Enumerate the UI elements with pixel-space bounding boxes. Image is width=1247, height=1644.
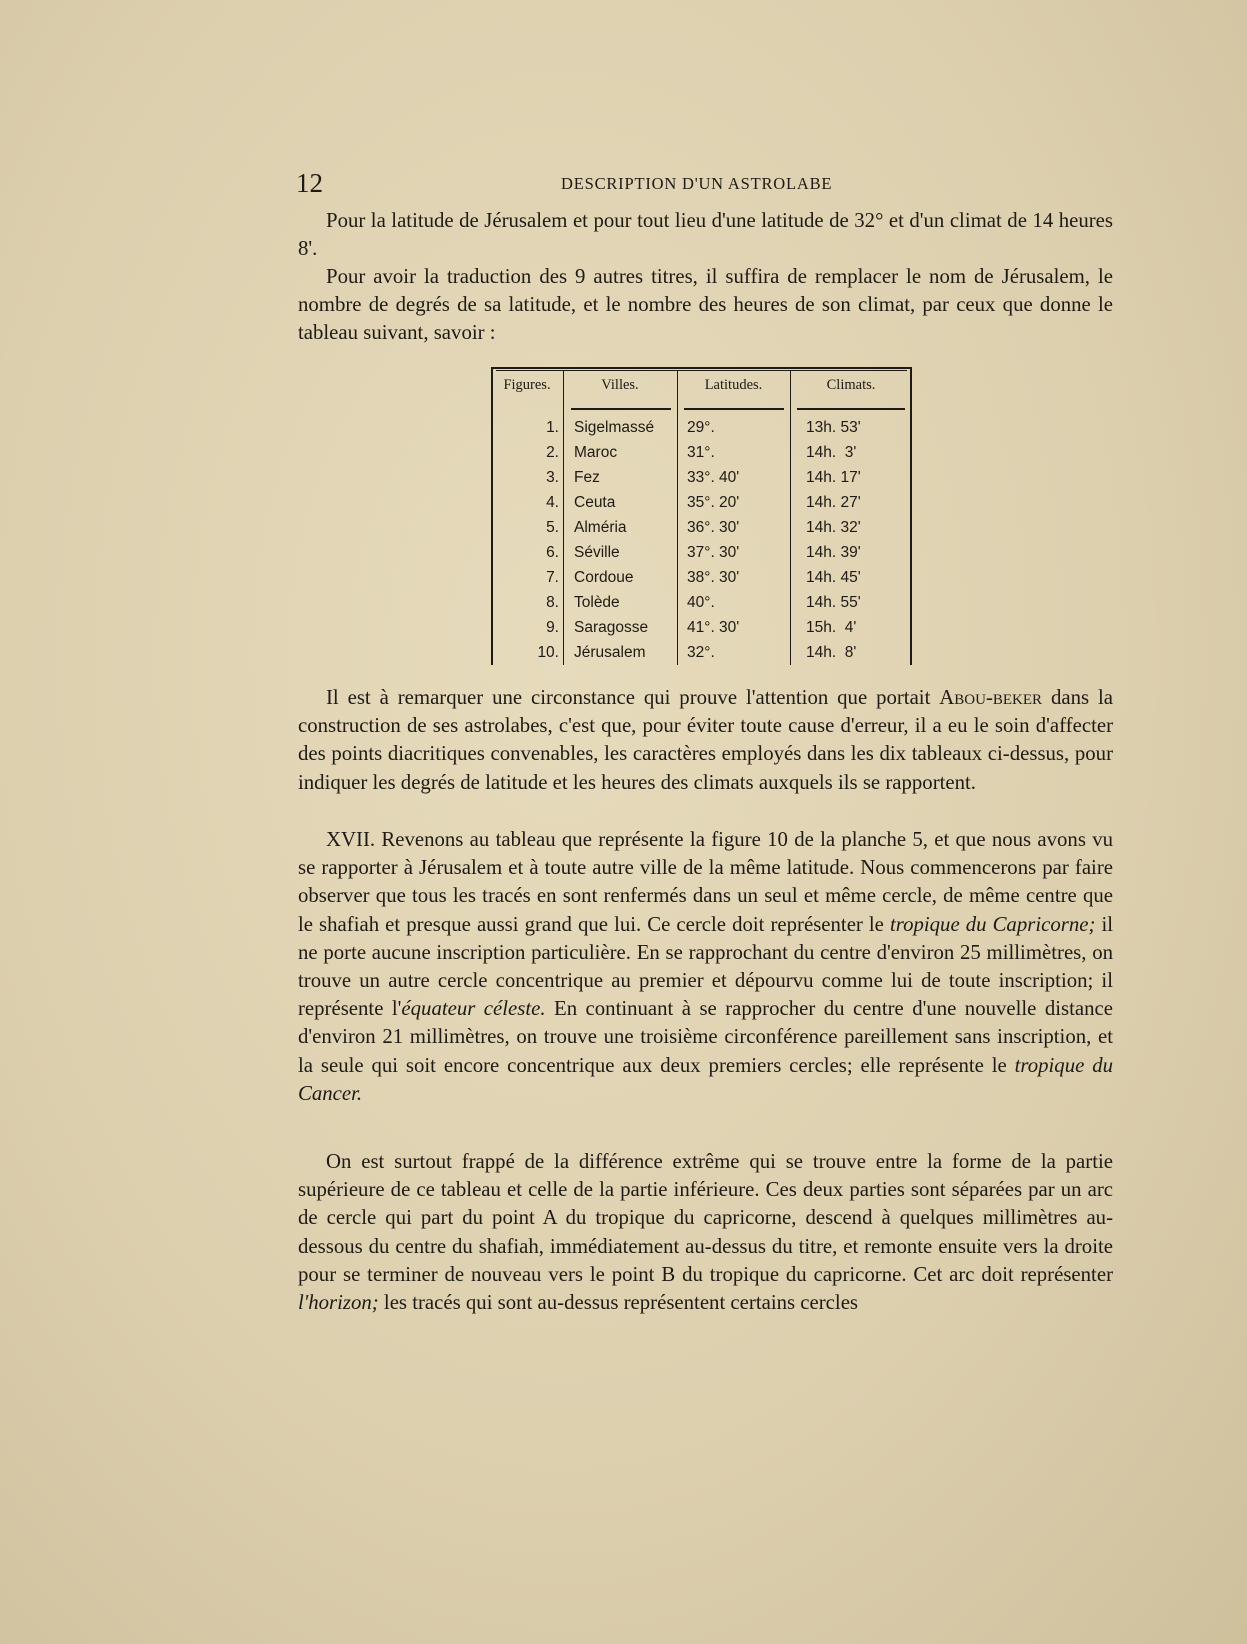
- table-top-rule: [496, 370, 907, 371]
- intro-paragraph-2: [298, 263, 1113, 348]
- cell-latitude: 29°.: [687, 419, 715, 436]
- running-title: DESCRIPTION D'UN ASTROLABE: [561, 174, 833, 193]
- cell-climat: 14h. 17': [806, 469, 861, 486]
- header-underline-climats: [797, 408, 905, 410]
- cell-figure: 7.: [546, 569, 559, 586]
- header-latitudes: Latitudes.: [704, 377, 763, 393]
- cell-figure: 8.: [546, 594, 559, 611]
- table-row: [491, 569, 912, 594]
- term-tropique-capricorne: tropique du Capricorne;: [889, 912, 1096, 936]
- cell-latitude: 36°. 30': [687, 519, 740, 536]
- table-row: [491, 494, 912, 519]
- cell-figure: 4.: [546, 494, 559, 511]
- cell-climat: 14h. 27': [806, 494, 861, 511]
- body-paragraph-remark: [298, 684, 1113, 797]
- table-row: [491, 594, 912, 619]
- header-underline-villes: [571, 408, 671, 410]
- cell-latitude: 38°. 30': [687, 569, 740, 586]
- cell-latitude: 37°. 30': [687, 544, 740, 561]
- table-header-row: [491, 377, 912, 403]
- cell-climat: 15h. 4': [806, 619, 857, 636]
- cell-ville: Cordoue: [574, 569, 634, 586]
- term-horizon: l'horizon;: [298, 1291, 379, 1315]
- cell-latitude: 40°.: [687, 594, 715, 611]
- cell-ville: Alméria: [574, 519, 627, 536]
- cell-ville: Fez: [574, 469, 600, 486]
- intro-paragraph-1: [298, 207, 1113, 263]
- cell-latitude: 31°.: [687, 444, 715, 461]
- xvii-text-b: il ne porte aucune inscription particulière. En se rapprochant du centre d'environ 25 millimètres, on trouve un autre cercle concentrique au premier et dépourvu comme lui de toute inscription; il représente l': [298, 912, 1113, 1021]
- cell-figure: 6.: [546, 544, 559, 561]
- difference-text-a: On est surtout frappé de la différence extrême qui se trouve entre la forme de la partie supérieure de ce tableau et celle de la partie inférieure. Ces deux parties sont séparées par un arc de cercle qui part du point A du tropique du capricorne, descend à quelques millimètres au-dessous du centre du shafiah, immédiatement au-dessus du titre, et remonte ensuite vers la droite pour se terminer de nouveau vers le point B du tropique du capricorne. Cet arc doit représenter: [298, 1150, 1113, 1286]
- remark-text-start: Il est à remarquer une circonstance qui prouve l'attention que portait: [326, 686, 940, 709]
- cell-figure: 9.: [546, 619, 559, 636]
- xvii-text-c: En continuant à se rapprocher du centre d'une nouvelle distance d'environ 21 millimètres, on trouve une troisième circonférence pareillement sans inscription, et la seule qui soit encore concentrique aux deux premiers cercles; elle représente le: [298, 997, 1113, 1077]
- cell-climat: 14h. 3': [806, 444, 857, 461]
- cell-climat: 13h. 53': [806, 419, 861, 436]
- cell-climat: 14h. 32': [806, 519, 861, 536]
- cell-climat: 14h. 39': [806, 544, 861, 561]
- header-underline-latitudes: [684, 408, 784, 410]
- table-row: [491, 619, 912, 644]
- intro-text-2: Pour avoir la traduction des 9 autres titres, il suffira de remplacer le nom de Jérusalem, le nombre de degrés de sa latitude, et le nombre des heures de son climat, par ceux que donne le tableau suivant, savoir :: [298, 265, 1113, 345]
- cell-ville: Tolède: [574, 594, 620, 611]
- cell-figure: 5.: [546, 519, 559, 536]
- header-villes: Villes.: [601, 377, 639, 393]
- intro-text-1: Pour la latitude de Jérusalem et pour tout lieu d'une latitude de 32° et d'un climat de 14 heures 8'.: [298, 209, 1113, 261]
- page-header: [296, 168, 1176, 198]
- cell-figure: 2.: [546, 444, 559, 461]
- table-row: [491, 519, 912, 544]
- cell-ville: Jérusalem: [574, 644, 646, 661]
- cell-ville: Saragosse: [574, 619, 649, 636]
- cell-latitude: 33°. 40': [687, 469, 740, 486]
- cell-ville: Sigelmassé: [574, 419, 655, 436]
- table-row: [491, 419, 912, 444]
- header-figures: Figures.: [503, 377, 551, 393]
- header-climats: Climats.: [826, 377, 876, 393]
- cell-ville: Maroc: [574, 444, 618, 461]
- cell-figure: 10.: [537, 644, 559, 661]
- cell-ville: Ceuta: [574, 494, 616, 511]
- term-tropique-cancer: tropique du Cancer.: [298, 1053, 1113, 1105]
- cell-ville: Séville: [574, 544, 620, 561]
- cell-figure: 3.: [546, 469, 559, 486]
- author-name: Abou-beker: [939, 686, 1043, 709]
- cell-climat: 14h. 55': [806, 594, 861, 611]
- xvii-text-a: XVII. Revenons au tableau que représente la figure 10 de la planche 5, et que nous avons vu se rapporter à Jérusalem et à toute autre ville de la même latitude. Nous commencerons par faire observer que tous les tracés en sont renfermés dans un seul et même cercle, de même centre que le shafiah et presque aussi grand que lui. Ce cercle doit représenter le: [298, 828, 1113, 936]
- cell-latitude: 41°. 30': [687, 619, 740, 636]
- remark-text-end: dans la construction de ses astrolabes, c'est que, pour éviter toute cause d'erreur, il a eu le soin d'affecter des points diacritiques convenables, les caractères employés dans les dix tableaux ci-dessus, pour indiquer les degrés de latitude et les heures des climats auxquels ils se rapportent.: [298, 686, 1113, 794]
- page-number: 12: [296, 168, 323, 198]
- table-row: [491, 444, 912, 469]
- table-row: [491, 544, 912, 569]
- cell-climat: 14h. 8': [806, 644, 857, 661]
- cell-figure: 1.: [546, 419, 559, 436]
- difference-text-b: les tracés qui sont au-dessus représentent certains cercles: [378, 1291, 859, 1315]
- body-paragraph-xvii: [298, 826, 1113, 1108]
- cell-latitude: 32°.: [687, 644, 715, 661]
- cell-latitude: 35°. 20': [687, 494, 740, 511]
- table-row: [491, 469, 912, 494]
- latitude-table: [491, 367, 912, 665]
- term-equateur-celeste: équateur céleste.: [401, 997, 546, 1021]
- body-paragraph-difference: [298, 1148, 1113, 1317]
- cell-climat: 14h. 45': [806, 569, 861, 586]
- table-row: [491, 644, 912, 669]
